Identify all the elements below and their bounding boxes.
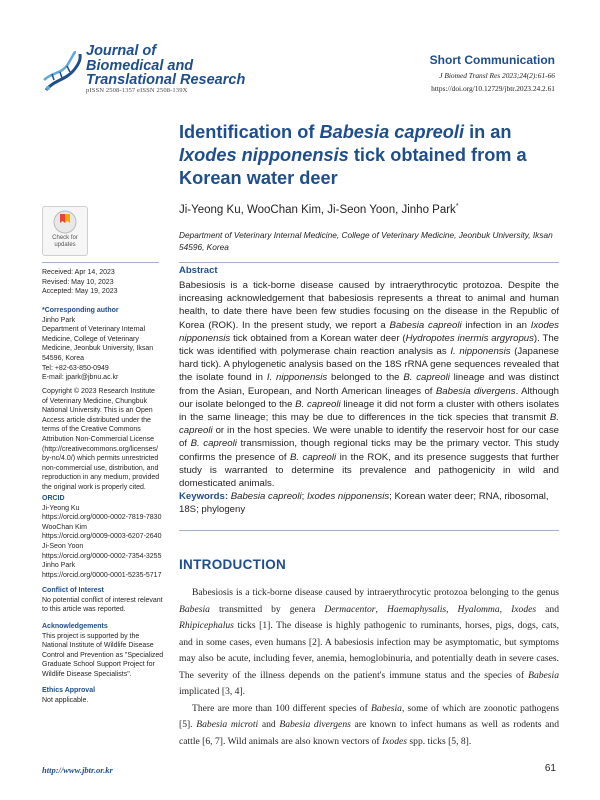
authors-text: Ji-Yeong Ku, WooChan Kim, Ji-Seon Yoon, Jinho Park — [179, 203, 456, 216]
cfu-line2: updates — [54, 242, 76, 248]
title-part: tick obtained from a Korean water deer — [179, 145, 527, 188]
footer-url-link[interactable]: http://www.jbtr.or.kr — [42, 765, 113, 775]
conflict-block — [42, 586, 167, 615]
copyright-line: terms of the Creative Commons — [42, 426, 141, 434]
corr-line: Tel: +82-63-850-0949 — [42, 364, 109, 372]
divider — [179, 530, 559, 531]
copyright-line: Access article distributed under the — [42, 416, 151, 424]
cfu-line1: Check for — [52, 235, 78, 241]
accepted-date: Accepted: May 19, 2023 — [42, 288, 118, 296]
orcid-author: Ji-Yeong Ku — [42, 504, 80, 512]
license-link[interactable]: (http://creativecommons.org/licenses/ — [42, 445, 158, 453]
divider — [179, 262, 559, 263]
corresponding-heading: *Corresponding author — [42, 307, 119, 314]
title-part: Ixodes nipponensis — [179, 145, 349, 165]
bookmark-icon — [52, 210, 78, 234]
copyright-line: National University. This is an Open — [42, 407, 153, 415]
page-number: 61 — [544, 763, 556, 774]
intro-paragraph-2: There are more than 100 different species of Babesia, some of which are zoonotic pathogens [5]. Babesia microti and Babesia divergens are known to infect humans as well as rodents and cattle [6, 7]. Wild animals are also known vectors of Ixodes spp. ticks [5, 8]. — [179, 702, 559, 747]
citation — [439, 71, 555, 80]
conflict-line: No potential conflict of interest relevant — [42, 596, 163, 604]
check-for-updates-badge[interactable] — [42, 206, 88, 256]
acknowledgements-heading: Acknowledgements — [42, 623, 108, 630]
doi-link[interactable]: https://doi.org/10.12729/jbtr.2023.24.2.61 — [431, 84, 555, 93]
ethics-line: Not applicable. — [42, 696, 89, 704]
title-part: in an — [464, 122, 512, 142]
ack-line: Control and Prevention as "Specialized — [42, 651, 164, 659]
journal-name — [86, 44, 286, 88]
introduction-heading: INTRODUCTION — [179, 557, 287, 572]
abstract-text: Babesiosis is a tick-borne disease caused by intraerythrocytic protozoa. Despite the increasing acknowledgement that babesiosis represents a threat to animal and human health, to date there have been few studies focusing on the disease in the Republic of Korea (ROK). In the present study, we report a Babesia capreoli infection in an Ixodes nipponensis tick obtained from a Korean water deer (Hydropotes inermis argyropus). The tick was identified with polymerase chain reaction analysis as I. nipponensis (Japanese hard tick). A phylogenetic analysis based on the 18S rRNA gene sequences revealed that the isolate found in I. nipponensis belonged to the B. capreoli lineage and was distinct from the Asian, European, and North American lineages of Babesia divergens. Although our isolate belonged to the B. capreoli lineage it did not form a cluster with others isolates in the same lineage; this may be due to differences in the tick species that transmit B. capreoli or in the host species. We were unable to identify the reservoir host for our case of B. capreoli transmission, though regional ticks may be the primary vector. This study confirms the presence of B. capreoli in the ROK, and its presence suggests that further study is warranted to determine its prevalence and pathogenicity in wild and domesticated animals. — [179, 280, 560, 490]
ack-line: Wildlife Disease Specialists". — [42, 670, 132, 678]
corr-line: 54596, Korea — [42, 354, 85, 362]
orcid-link[interactable]: https://orcid.org/0000-0001-5235-5717 — [42, 571, 162, 579]
keywords: Keywords: Babesia capreoli; Ixodes nipponensis; Korean water deer; RNA, ribosomal, 18S; phylogeny — [179, 491, 549, 516]
intro-paragraph-1: Babesiosis is a tick-borne disease caused by intraerythrocytic protozoa belonging to the genus Babesia transmitted by genera Dermacentor, Haemaphysalis, Hyalomma, Ixodes and Rhipicephalus ticks [1]. The disease is highly pathogenic to ruminants, horses, pigs, dogs, cats, and in some cases, even humans [2]. A babesiosis infection may be asymptomatic, but symptoms may also be acute, including fever, anemia, hemoglobinuria, and potentially death in severe cases. The severity of the illness depends on the patient's immune status and the species of Babesia implicated [3, 4]. — [179, 587, 560, 697]
divider — [42, 262, 159, 263]
orcid-link[interactable]: https://orcid.org/0009-0003-6207-2640 — [42, 533, 162, 541]
orcid-link[interactable]: https://orcid.org/0000-0002-7819-7830 — [42, 514, 162, 522]
article-type: Short Communication — [429, 53, 555, 67]
copyright-line: Attribution Non-Commercial License — [42, 435, 155, 443]
corr-line: Medicine, Jeonbuk University, Iksan — [42, 345, 154, 353]
copyright-line: non-commercial use, distribution, and — [42, 464, 159, 472]
issn: pISSN 2508-1357 eISSN 2508-139X — [86, 87, 188, 94]
corresponding-mark: * — [455, 203, 459, 210]
affiliation: Department of Veterinary Internal Medicine, College of Veterinary Medicine, Jeonbuk University, Iksan 54596, Korea — [179, 230, 553, 252]
author-list — [179, 203, 459, 216]
corr-line: Department of Veterinary Internal — [42, 326, 146, 334]
abstract-heading: Abstract — [179, 265, 218, 276]
title-part: Identification of — [179, 122, 320, 142]
orcid-author: WooChan Kim — [42, 523, 88, 531]
orcid-block — [42, 494, 167, 580]
received-date: Received: Apr 14, 2023 — [42, 269, 115, 276]
corr-line: Medicine, College of Veterinary — [42, 335, 139, 343]
acknowledgements-block — [42, 622, 167, 680]
journal-name-line3: Translational Research — [86, 72, 246, 88]
orcid-author: Jinho Park — [42, 562, 76, 570]
orcid-author: Ji-Seon Yoon — [42, 542, 84, 550]
corr-line: Jinho Park — [42, 316, 76, 324]
ack-line: National Institute of Wildlife Disease — [42, 642, 154, 650]
copyright-line: of Veterinary Medicine, Chungbuk — [42, 397, 148, 405]
journal-name-line1: Journal of — [86, 43, 157, 59]
orcid-heading: ORCID — [42, 495, 65, 502]
ack-line: This project is supported by the — [42, 632, 140, 640]
check-for-updates-label — [43, 235, 87, 249]
keywords-label: Keywords: — [179, 491, 229, 502]
conflict-line: to this article was reported. — [42, 606, 126, 614]
copyright-line: by-nc/4.0/) which permits unrestricted — [42, 455, 159, 463]
email-link[interactable]: E-mail: jpark@jbnu.ac.kr — [42, 374, 119, 382]
orcid-link[interactable]: https://orcid.org/0000-0002-7354-3255 — [42, 552, 162, 560]
dates-block — [42, 268, 167, 297]
introduction-text — [179, 585, 559, 750]
citation-text: J Biomed Transl Res 2023;24(2):61-66 — [439, 71, 555, 80]
ethics-heading: Ethics Approval — [42, 687, 96, 694]
copyright-block — [42, 387, 167, 493]
copyright-line: the original work is properly cited. — [42, 483, 146, 491]
copyright-line: reproduction in any medium, provided — [42, 474, 160, 482]
revised-date: Revised: May 10, 2023 — [42, 278, 114, 286]
ack-line: Graduate School Support Project for — [42, 661, 155, 669]
dna-icon — [40, 50, 84, 94]
conflict-heading: Conflict of Interest — [42, 587, 104, 594]
corresponding-author-block — [42, 306, 167, 383]
ethics-block — [42, 686, 167, 705]
copyright-line: Copyright © 2023 Research Institute — [42, 388, 155, 395]
title-part: Babesia capreoli — [319, 122, 465, 142]
article-title — [179, 121, 559, 190]
journal-name-line2: Biomedical and — [86, 57, 194, 74]
